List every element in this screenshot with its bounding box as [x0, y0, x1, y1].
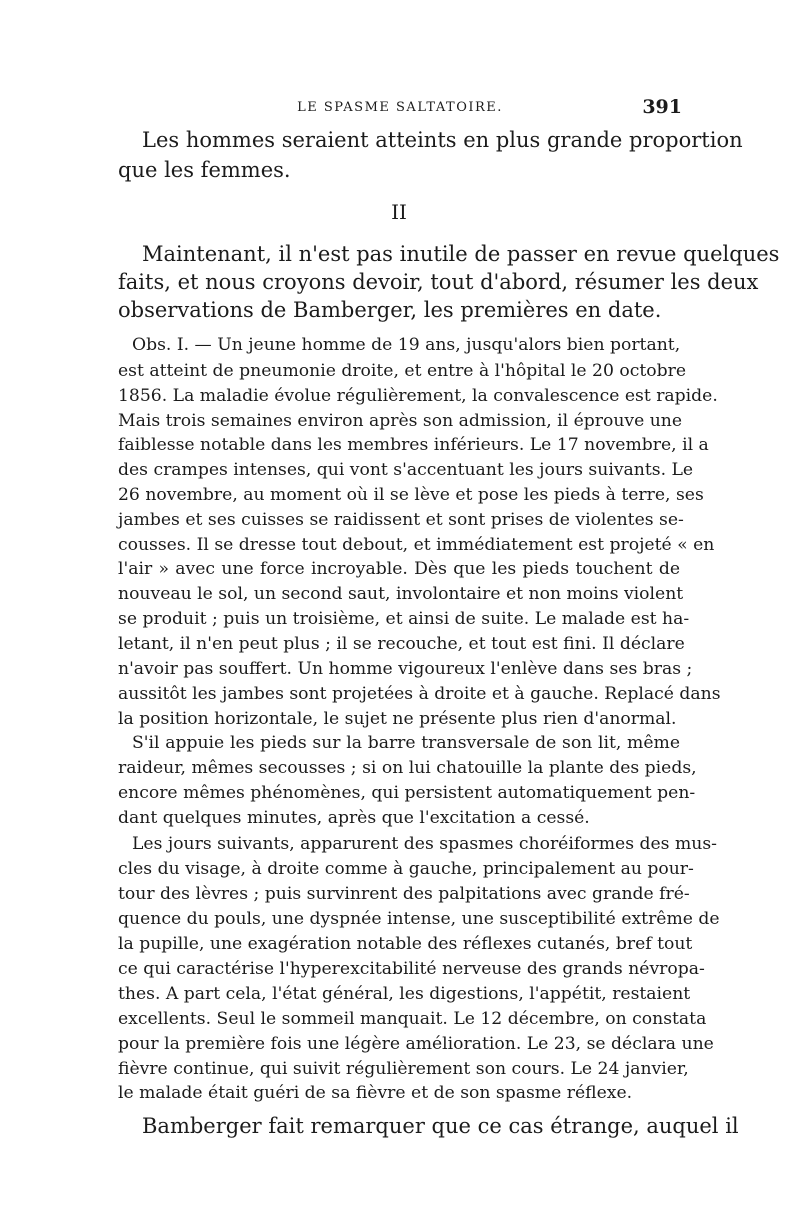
observation-line: le malade était guéri de sa fièvre et de son spasme réflexe.: [118, 1083, 633, 1103]
running-head: [118, 96, 682, 120]
observation-line: des crampes intenses, qui vont s'accentuant les jours suivants. Le: [118, 460, 694, 480]
page-number: 391: [642, 96, 682, 118]
observation-line: tour des lèvres ; puis survinrent des palpitations avec grande fré-: [118, 884, 690, 904]
observation-line: thes. A part cela, l'état général, les digestions, l'appétit, restaient: [118, 984, 691, 1004]
observation-line: aussitôt les jambes sont projetées à droite et à gauche. Replacé dans: [118, 684, 721, 704]
observation-line: est atteint de pneumonie droite, et entre à l'hôpital le 20 octobre: [118, 361, 686, 381]
intro-line: Les hommes seraient atteints en plus grande proportion: [142, 128, 743, 152]
observation-line: raideur, mêmes secousses ; si on lui chatouille la plante des pieds,: [118, 758, 697, 778]
observation-line: l'air » avec une force incroyable. Dès que les pieds touchent de: [118, 559, 680, 579]
observation-line: faiblesse notable dans les membres inférieurs. Le 17 novembre, il a: [118, 435, 709, 455]
observation-line: ce qui caractérise l'hyperexcitabilité nerveuse des grands névropa-: [118, 959, 705, 979]
observation-line: Mais trois semaines environ après son admission, il éprouve une: [118, 411, 683, 431]
observation-line: letant, il n'en peut plus ; il se recouche, et tout est fini. Il déclare: [118, 634, 685, 654]
observation-line: pour la première fois une légère amélioration. Le 23, se déclara une: [118, 1034, 714, 1054]
observation-line: S'il appuie les pieds sur la barre transversale de son lit, même: [132, 733, 680, 753]
observation-line: quence du pouls, une dyspnée intense, une susceptibilité extrême de: [118, 909, 720, 929]
observation-line: excellents. Seul le sommeil manquait. Le 12 décembre, on constata: [118, 1009, 707, 1029]
running-title: LE SPASME SALTATOIRE.: [297, 100, 503, 115]
observation-line: n'avoir pas souffert. Un homme vigoureux l'enlève dans ses bras ;: [118, 659, 693, 679]
intro-line: que les femmes.: [118, 158, 291, 182]
observation-line: fièvre continue, qui suivit régulièrement son cours. Le 24 janvier,: [118, 1059, 689, 1079]
observation-line: cousses. Il se dresse tout debout, et immédiatement est projeté « en: [118, 535, 715, 555]
observation-line: encore mêmes phénomènes, qui persistent automatiquement pen-: [118, 783, 696, 803]
paragraph-line: faits, et nous croyons devoir, tout d'abord, résumer les deux: [118, 270, 759, 294]
observation-line: dant quelques minutes, après que l'excitation a cessé.: [118, 808, 590, 828]
observation-line: Obs. I. — Un jeune homme de 19 ans, jusqu'alors bien portant,: [132, 335, 681, 355]
observation-line: cles du visage, à droite comme à gauche, principalement au pour-: [118, 859, 694, 879]
observation-line: se produit ; puis un troisième, et ainsi de suite. Le malade est ha-: [118, 609, 690, 629]
observation-line: la position horizontale, le sujet ne présente plus rien d'anormal.: [118, 709, 677, 729]
observation-line: 1856. La maladie évolue régulièrement, la convalescence est rapide.: [118, 386, 718, 406]
paragraph-line: Maintenant, il n'est pas inutile de passer en revue quelques: [142, 242, 780, 266]
observation-line: Les jours suivants, apparurent des spasmes choréiformes des mus-: [132, 834, 717, 854]
observation-line: jambes et ses cuisses se raidissent et sont prises de violentes se-: [118, 510, 684, 530]
closing-line: Bamberger fait remarquer que ce cas étrange, auquel il: [142, 1114, 739, 1138]
observation-line: 26 novembre, au moment où il se lève et pose les pieds à terre, ses: [118, 485, 704, 505]
section-numeral: II: [391, 200, 407, 224]
paragraph-line: observations de Bamberger, les premières en date.: [118, 298, 662, 322]
observation-line: la pupille, une exagération notable des réflexes cutanés, bref tout: [118, 934, 693, 954]
observation-line: nouveau le sol, un second saut, involontaire et non moins violent: [118, 584, 684, 604]
